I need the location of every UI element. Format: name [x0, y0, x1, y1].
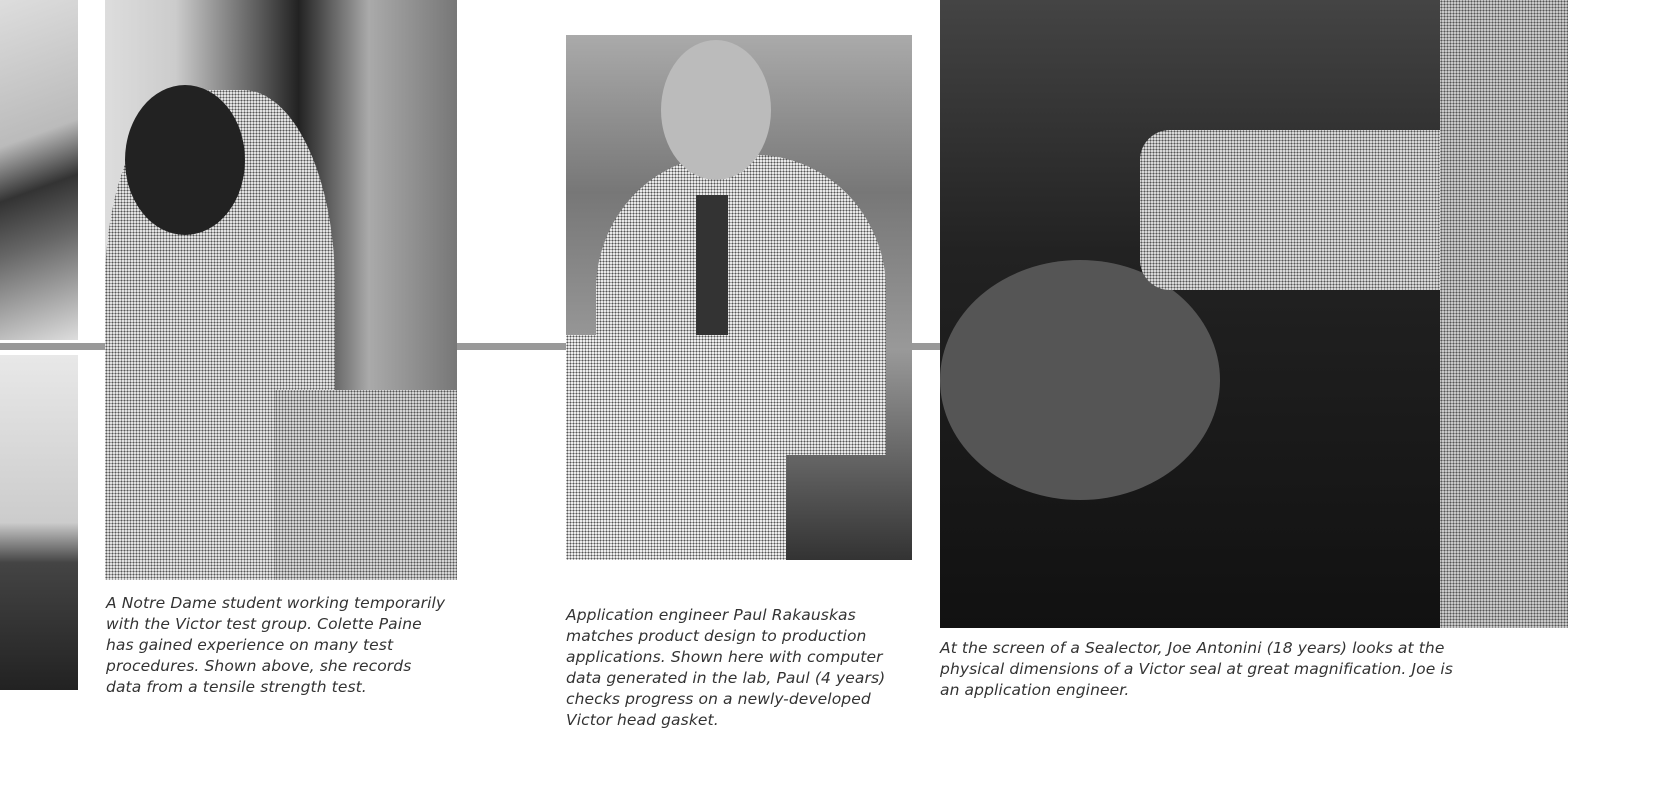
photo-tie	[696, 195, 728, 355]
photo-figure-head	[125, 85, 245, 235]
caption-engineer-paul: Application engineer Paul Rakauskas matches product design to production applications. Shown here with computer data generated in the lab, Paul (4 years) checks progress on a newly-developed Victor head gasket.	[566, 606, 886, 729]
photo-engineer-paul	[566, 35, 912, 560]
photo-printout	[566, 335, 786, 560]
photo-equipment-partial	[0, 0, 78, 340]
photo-seal-disk	[940, 260, 1220, 500]
photo-figure-joe-body	[1440, 0, 1568, 628]
photo-figure-joe-arm	[1140, 130, 1470, 290]
divider-rule-right	[910, 343, 942, 350]
photo-figure-head	[661, 40, 771, 180]
caption-student: A Notre Dame student working temporarily with the Victor test group. Colette Paine has gained experience on many test procedures. Shown above, she records data from a tensile strength test.	[106, 594, 446, 696]
photo-instrument-partial	[0, 355, 78, 690]
caption-engineer-joe: At the screen of a Sealector, Joe Antonini (18 years) looks at the physical dimensions of a Victor seal at great magnification. Joe is an application engineer.	[940, 639, 1453, 699]
photo-desk	[275, 390, 457, 580]
photo-student-testing	[105, 0, 457, 580]
photo-engineer-joe	[940, 0, 1568, 628]
